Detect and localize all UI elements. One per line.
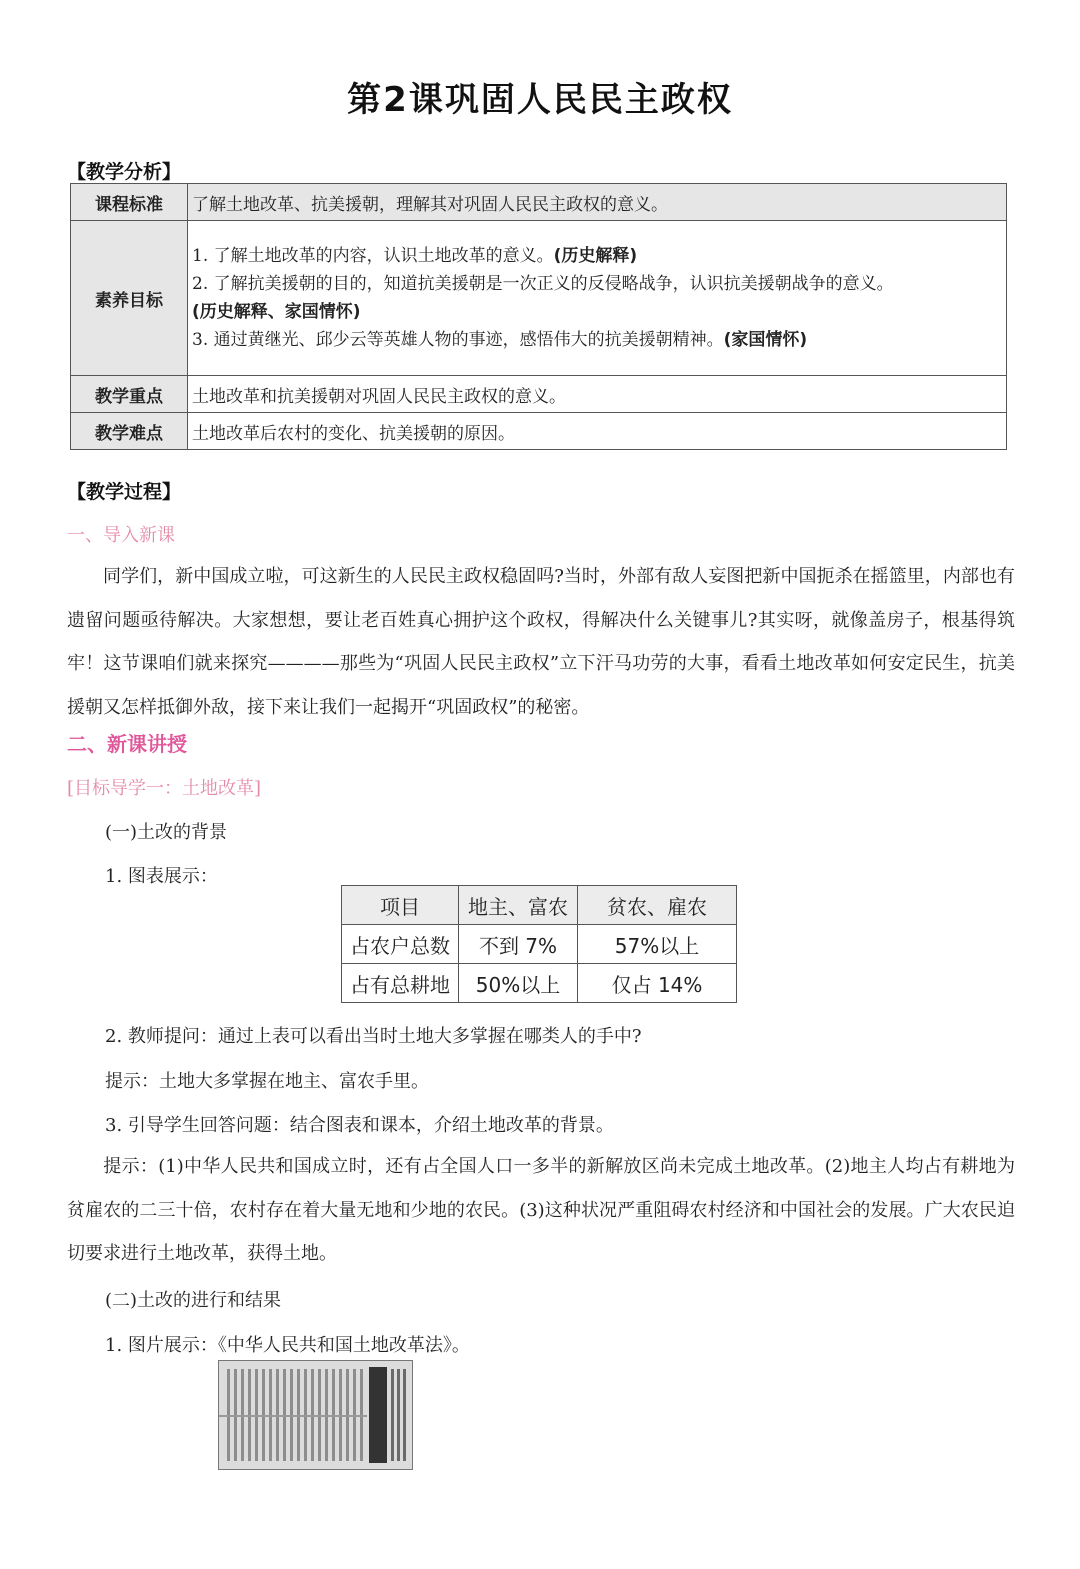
newspaper-graphic bbox=[219, 1361, 412, 1469]
row-value: 土地改革和抗美援朝对巩固人民民主政权的意义。 bbox=[188, 376, 1007, 413]
new-lesson-heading: 二、新课讲授 bbox=[67, 732, 187, 756]
table-cell: 仅占 14% bbox=[578, 964, 737, 1003]
goal-line: 1. 了解土地改革的内容，认识土地改革的意义。(历史解释) bbox=[192, 246, 638, 266]
table-row bbox=[71, 221, 1007, 376]
list-item: 1. 图片展示：《中华人民共和国土地改革法》。 bbox=[105, 1335, 470, 1356]
process-heading: 【教学过程】 bbox=[67, 481, 182, 503]
table-cell: 50%以上 bbox=[459, 964, 578, 1003]
column-header: 项目 bbox=[342, 886, 459, 925]
column-header: 地主、富农 bbox=[459, 886, 578, 925]
table-row bbox=[71, 376, 1007, 413]
table-cell: 57%以上 bbox=[578, 925, 737, 964]
analysis-table bbox=[70, 183, 1007, 450]
subsection-heading: (一)土改的背景 bbox=[105, 822, 228, 843]
table-row bbox=[71, 413, 1007, 450]
row-label: 课程标准 bbox=[71, 184, 188, 221]
row-label: 教学难点 bbox=[71, 413, 188, 450]
row-label: 教学重点 bbox=[71, 376, 188, 413]
analysis-heading: 【教学分析】 bbox=[67, 161, 182, 183]
table-header-row bbox=[342, 886, 737, 925]
goal-line: 3. 通过黄继光、邱少云等英雄人物的事迹，感悟伟大的抗美援朝精神。(家国情怀) bbox=[192, 330, 808, 350]
table-row bbox=[71, 184, 1007, 221]
row-label: 素养目标 bbox=[71, 221, 188, 376]
table-cell: 占农户总数 bbox=[342, 925, 459, 964]
goal-line: (历史解释、家国情怀) bbox=[192, 302, 361, 322]
table-cell: 占有总耕地 bbox=[342, 964, 459, 1003]
row-value: 了解土地改革、抗美援朝，理解其对巩固人民民主政权的意义。 bbox=[188, 184, 1007, 221]
list-item: 3. 引导学生回答问题：结合图表和课本，介绍土地改革的背景。 bbox=[105, 1115, 614, 1136]
newspaper-image bbox=[218, 1360, 413, 1470]
goal-line: 2. 了解抗美援朝的目的，知道抗美援朝是一次正义的反侵略战争，认识抗美援朝战争的意义。 bbox=[192, 274, 894, 294]
row-value: 土地改革后农村的变化、抗美援朝的原因。 bbox=[188, 413, 1007, 450]
subsection-heading: (二)土改的进行和结果 bbox=[105, 1290, 282, 1311]
table-row bbox=[342, 964, 737, 1003]
list-item: 1. 图表展示： bbox=[105, 866, 218, 887]
hint-text: 提示：土地大多掌握在地主、富农手里。 bbox=[105, 1071, 429, 1092]
table-cell: 不到 7% bbox=[459, 925, 578, 964]
land-table bbox=[341, 885, 737, 1003]
column-header: 贫农、雇农 bbox=[578, 886, 737, 925]
intro-paragraph: 同学们，新中国成立啦，可这新生的人民民主政权稳固吗?当时，外部有敌人妄图把新中国扼杀在摇篮里，内部也有遗留问题亟待解决。大家想想，要让老百姓真心拥护这个政权，得解决什么关键事儿?其实呀，就像盖房子，根基得筑牢！这节课咱们就来探究————那些为“巩固人民民主政权”立下汗马功劳的大事，看看土地改革如何安定民生，抗美援朝又怎样抵御外敌，接下来让我们一起揭开“巩固政权”的秘密。 bbox=[67, 566, 1015, 718]
list-item: 2. 教师提问：通过上表可以看出当时土地大多掌握在哪类人的手中? bbox=[105, 1026, 642, 1047]
hint-paragraph: 提示：(1)中华人民共和国成立时，还有占全国人口一多半的新解放区尚未完成土地改革。(2)地主人均占有耕地为贫雇农的二三十倍，农村存在着大量无地和少地的农民。(3)这种状况严重阻碍农村经济和中国社会的发展。广大农民迫切要求进行土地改革，获得土地。 bbox=[67, 1156, 1015, 1264]
page-title: 第2课巩固人民民主政权 bbox=[347, 80, 733, 120]
goal-heading: [目标导学一：土地改革] bbox=[67, 778, 262, 799]
intro-heading: 一、导入新课 bbox=[67, 525, 175, 546]
table-row bbox=[342, 925, 737, 964]
goals-cell bbox=[188, 221, 1007, 376]
